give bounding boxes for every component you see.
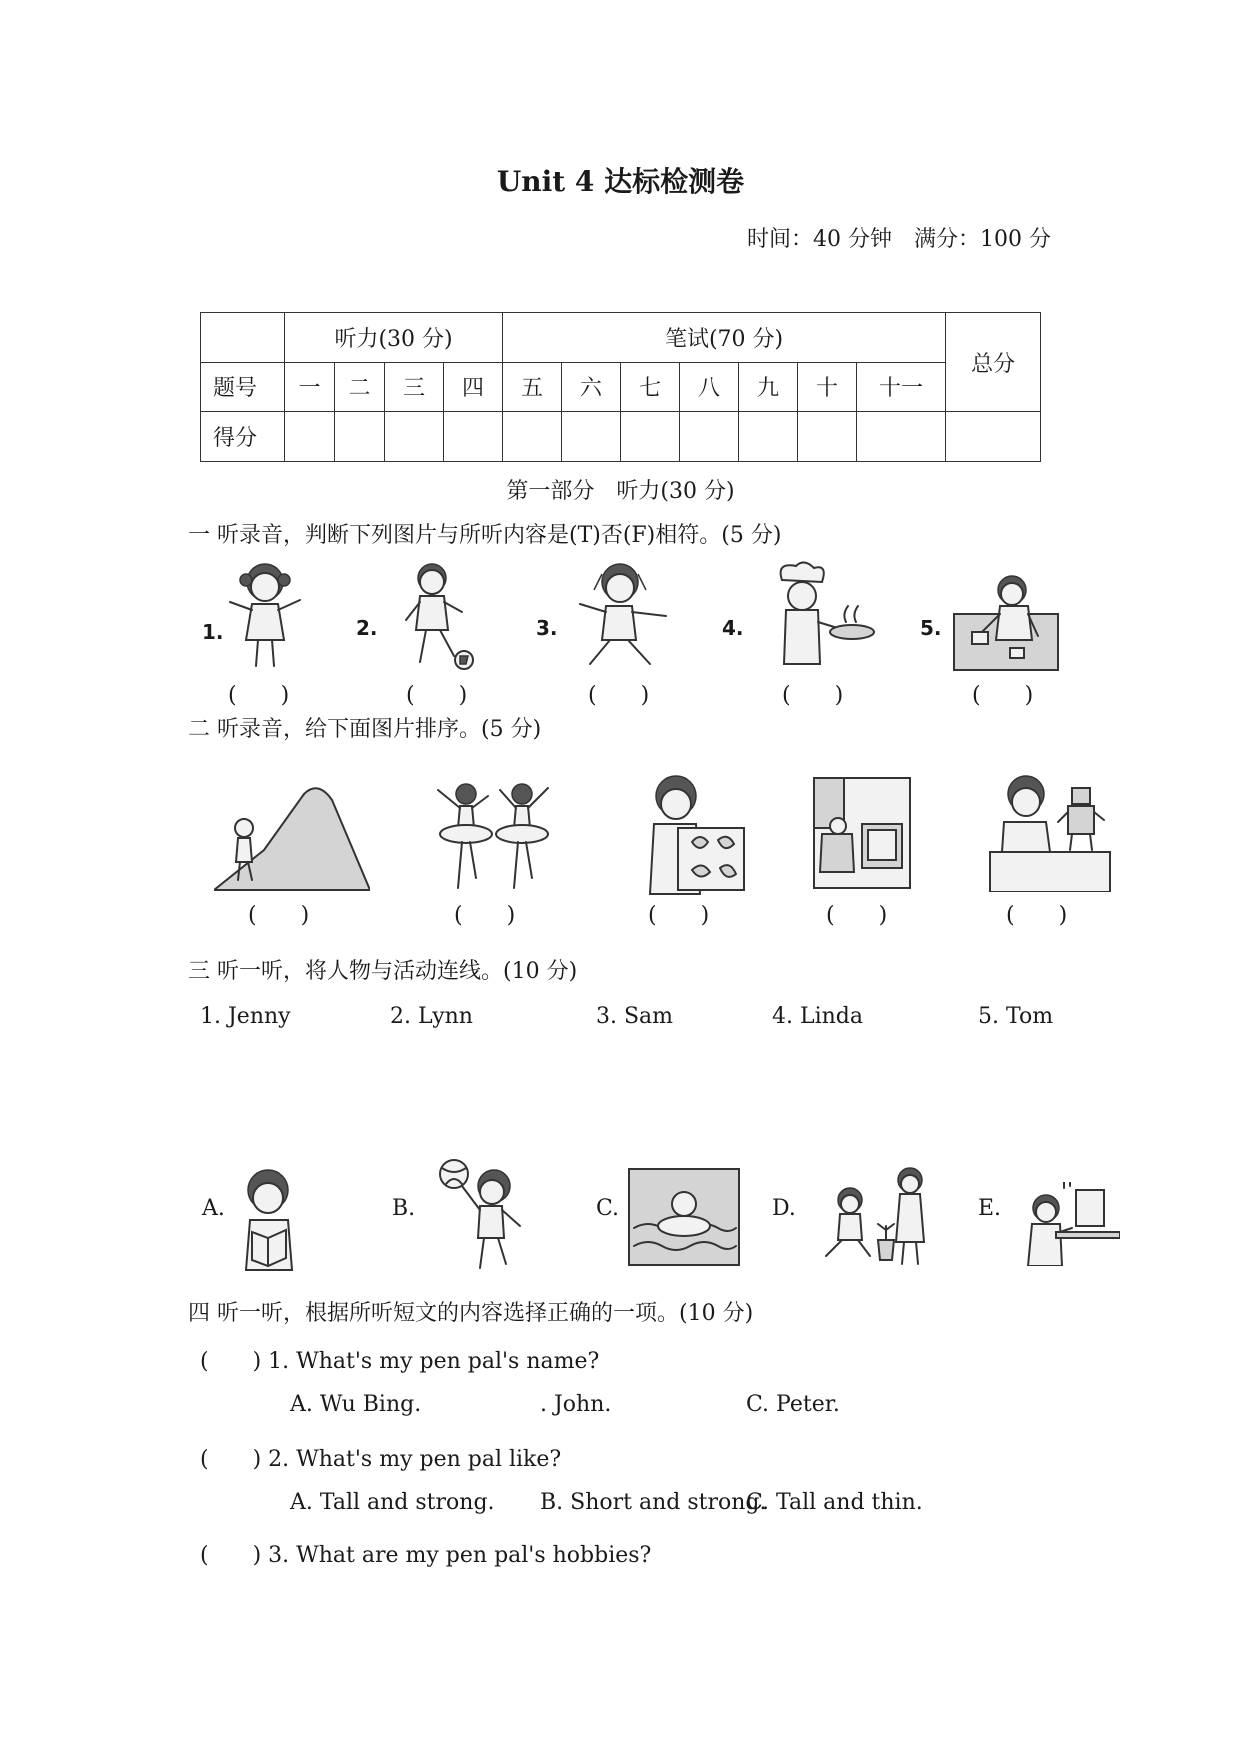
exam-meta: 时间：40 分钟 满分：100 分 <box>747 227 1051 252</box>
s1-answer-blank[interactable]: ( ) <box>782 683 844 708</box>
writing-header: 笔试(70 分) <box>503 313 946 363</box>
s4-question[interactable]: ( ) 1. What's my pen pal's name? <box>200 1349 600 1374</box>
score-cell[interactable] <box>680 412 739 462</box>
chef-cooking-illustration <box>756 560 876 672</box>
ballet-dancers-illustration <box>428 778 558 896</box>
s4-option[interactable]: A. Wu Bing. <box>290 1392 422 1417</box>
score-cell[interactable] <box>385 412 444 462</box>
girl-kungfu-illustration <box>566 560 676 672</box>
score-cell[interactable] <box>798 412 857 462</box>
s3-letter: E. <box>978 1196 1002 1221</box>
s4-question[interactable]: ( ) 2. What's my pen pal like? <box>200 1447 562 1472</box>
s2-answer-blank[interactable]: ( ) <box>648 903 710 928</box>
s1-number: 2. <box>356 616 378 640</box>
s4-question[interactable]: ( ) 3. What are my pen pal's hobbies? <box>200 1543 652 1568</box>
section-number: 八 <box>680 362 739 412</box>
row-number-label: 题号 <box>201 362 285 412</box>
s2-answer-blank[interactable]: ( ) <box>826 903 888 928</box>
section-number: 十 <box>798 362 857 412</box>
section-1-heading: 一 听录音，判断下列图片与所听内容是(T)否(F)相符。(5 分) <box>188 523 782 548</box>
section-number: 三 <box>385 362 444 412</box>
boy-swimming-illustration <box>628 1168 740 1266</box>
score-cell[interactable] <box>562 412 621 462</box>
boy-robot-illustration <box>988 770 1112 892</box>
girl-dancing-illustration <box>222 560 308 672</box>
room-tv-illustration <box>812 776 912 890</box>
s4-option[interactable]: . John. <box>540 1392 612 1417</box>
section-number: 七 <box>621 362 680 412</box>
s3-person: 1. Jenny <box>200 1004 291 1029</box>
section-number: 十一 <box>857 362 946 412</box>
section-number: 一 <box>285 362 335 412</box>
s3-person: 2. Lynn <box>390 1004 473 1029</box>
score-cell[interactable] <box>503 412 562 462</box>
section-4-heading: 四 听一听，根据所听短文的内容选择正确的一项。(10 分) <box>188 1301 754 1326</box>
score-table <box>200 312 1041 462</box>
s1-number: 1. <box>202 620 224 644</box>
s1-answer-blank[interactable]: ( ) <box>228 683 290 708</box>
score-corner <box>201 313 285 363</box>
boy-reading-illustration <box>234 1166 304 1272</box>
section-number: 五 <box>503 362 562 412</box>
s3-person: 5. Tom <box>978 1004 1054 1029</box>
s1-answer-blank[interactable]: ( ) <box>588 683 650 708</box>
section-number: 二 <box>335 362 385 412</box>
part-one-heading: 第一部分 听力(30 分) <box>506 479 735 504</box>
s1-number: 4. <box>722 616 744 640</box>
s3-letter: D. <box>772 1196 796 1221</box>
section-3-heading: 三 听一听，将人物与活动连线。(10 分) <box>188 959 578 984</box>
score-cell[interactable] <box>621 412 680 462</box>
s1-number: 3. <box>536 616 558 640</box>
score-cell[interactable] <box>739 412 798 462</box>
score-cell[interactable] <box>857 412 946 462</box>
girl-volleyball-illustration <box>432 1156 538 1276</box>
girls-planting-illustration <box>820 1166 938 1268</box>
s4-option[interactable]: C. Tall and thin. <box>746 1490 923 1515</box>
s3-letter: B. <box>392 1196 416 1221</box>
girl-leaves-poster-illustration <box>626 770 748 896</box>
s1-number: 5. <box>920 616 942 640</box>
boy-computer-illustration <box>1016 1182 1120 1266</box>
section-number: 六 <box>562 362 621 412</box>
s4-option[interactable]: A. Tall and strong. <box>290 1490 495 1515</box>
s3-person: 3. Sam <box>596 1004 674 1029</box>
page-title: Unit 4 达标检测卷 <box>496 165 745 198</box>
row-score-label: 得分 <box>201 412 285 462</box>
s1-answer-blank[interactable]: ( ) <box>406 683 468 708</box>
s1-answer-blank[interactable]: ( ) <box>972 683 1034 708</box>
section-number: 四 <box>444 362 503 412</box>
s4-option[interactable]: B. Short and strong. <box>540 1490 767 1515</box>
score-cell[interactable] <box>444 412 503 462</box>
boy-puzzle-illustration <box>952 570 1060 672</box>
score-cell[interactable] <box>946 412 1041 462</box>
s3-letter: C. <box>596 1196 620 1221</box>
climbing-mountain-illustration <box>214 780 370 892</box>
s2-answer-blank[interactable]: ( ) <box>248 903 310 928</box>
score-cell[interactable] <box>285 412 335 462</box>
s4-option[interactable]: C. Peter. <box>746 1392 840 1417</box>
listening-header: 听力(30 分) <box>285 313 503 363</box>
section-2-heading: 二 听录音，给下面图片排序。(5 分) <box>188 717 542 742</box>
s2-answer-blank[interactable]: ( ) <box>1006 903 1068 928</box>
boy-football-illustration <box>392 560 488 672</box>
s3-person: 4. Linda <box>772 1004 863 1029</box>
score-cell[interactable] <box>335 412 385 462</box>
s3-letter: A. <box>202 1196 225 1221</box>
s2-answer-blank[interactable]: ( ) <box>454 903 516 928</box>
total-header: 总分 <box>946 313 1041 412</box>
section-number: 九 <box>739 362 798 412</box>
